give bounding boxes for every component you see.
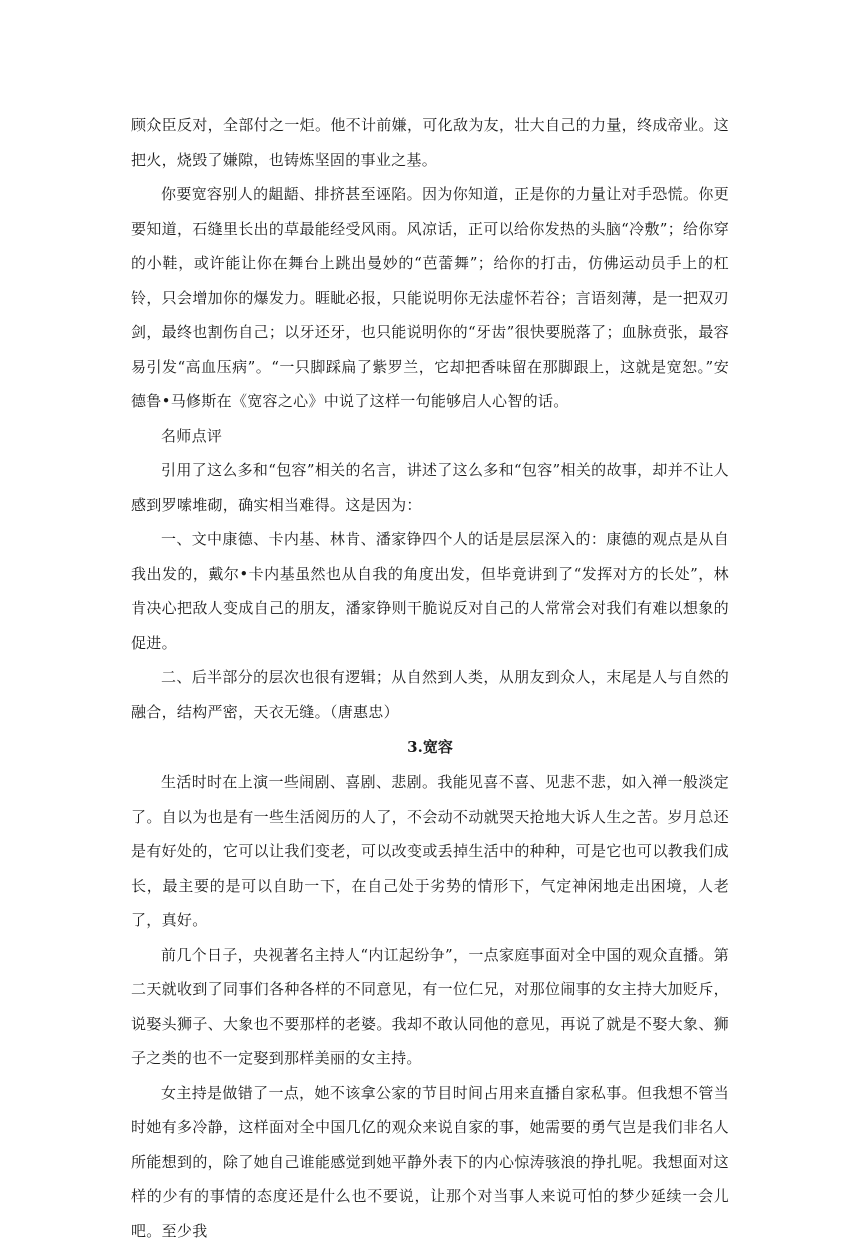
paragraph: 顾众臣反对，全部付之一炬。他不计前嫌，可化敌为友，壮大自己的力量，终成帝业。这把火，烧毁了嫌隙，也铸炼坚固的事业之基。	[131, 108, 729, 177]
document-body	[131, 108, 729, 1248]
paragraph: 前几个日子，央视著名主持人“内讧起纷争”，一点家庭事面对全中国的观众直播。第二天就收到了同事们各种各样的不同意见，有一位仁兄，对那位闹事的女主持大加贬斥，说娶头狮子、大象也不要那样的老婆。我却不敢认同他的意见，再说了就是不娶大象、狮子之类的也不一定娶到那样美丽的女主持。	[131, 938, 729, 1076]
paragraph: 二、后半部分的层次也很有逻辑；从自然到人类，从朋友到众人，末尾是人与自然的融合，结构严密，天衣无缝。（唐惠忠）	[131, 660, 729, 729]
paragraph: 生活时时在上演一些闹剧、喜剧、悲剧。我能见喜不喜、见悲不悲，如入禅一般淡定了。自以为也是有一些生活阅历的人了，不会动不动就哭天抢地大诉人生之苦。岁月总还是有好处的，它可以让我们变老，可以改变或丢掉生活中的种种，可是它也可以教我们成长，最主要的是可以自助一下，在自己处于劣势的情形下，气定神闲地走出困境，人老了，真好。	[131, 765, 729, 938]
paragraph: 一、文中康德、卡内基、林肯、潘家铮四个人的话是层层深入的：康德的观点是从自我出发的，戴尔•卡内基虽然也从自我的角度出发，但毕竟讲到了“发挥对方的长处”，林肯决心把敌人变成自己的朋友，潘家铮则干脆说反对自己的人常常会对我们有难以想象的促进。	[131, 522, 729, 660]
comment-heading: 名师点评	[131, 419, 729, 454]
section-title: 3.宽容	[131, 729, 729, 765]
paragraph: 引用了这么多和“包容”相关的名言，讲述了这么多和“包容”相关的故事，却并不让人感到罗嗦堆砌，确实相当难得。这是因为：	[131, 453, 729, 522]
paragraph: 你要宽容别人的龃龉、排挤甚至诬陷。因为你知道，正是你的力量让对手恐慌。你更要知道，石缝里长出的草最能经受风雨。风凉话，正可以给你发热的头脑“冷敷”；给你穿的小鞋，或许能让你在舞台上跳出曼妙的“芭蕾舞”；给你的打击，仿佛运动员手上的杠铃，只会增加你的爆发力。睚眦必报，只能说明你无法虚怀若谷；言语刻薄，是一把双刃剑，最终也割伤自己；以牙还牙，也只能说明你的“牙齿”很快要脱落了；血脉贲张，最容易引发“高血压病”。“一只脚踩扁了紫罗兰，它却把香味留在那脚跟上，这就是宽恕。”安德鲁•马修斯在《宽容之心》中说了这样一句能够启人心智的话。	[131, 177, 729, 419]
paragraph: 女主持是做错了一点，她不该拿公家的节目时间占用来直播自家私事。但我想不管当时她有多冷静，这样面对全中国几亿的观众来说自家的事，她需要的勇气岂是我们非名人所能想到的，除了她自己谁能感觉到她平静外表下的内心惊涛骇浪的挣扎呢。我想面对这样的少有的事情的态度还是什么也不要说，让那个对当事人来说可怕的梦少延续一会儿吧。至少我	[131, 1076, 729, 1248]
